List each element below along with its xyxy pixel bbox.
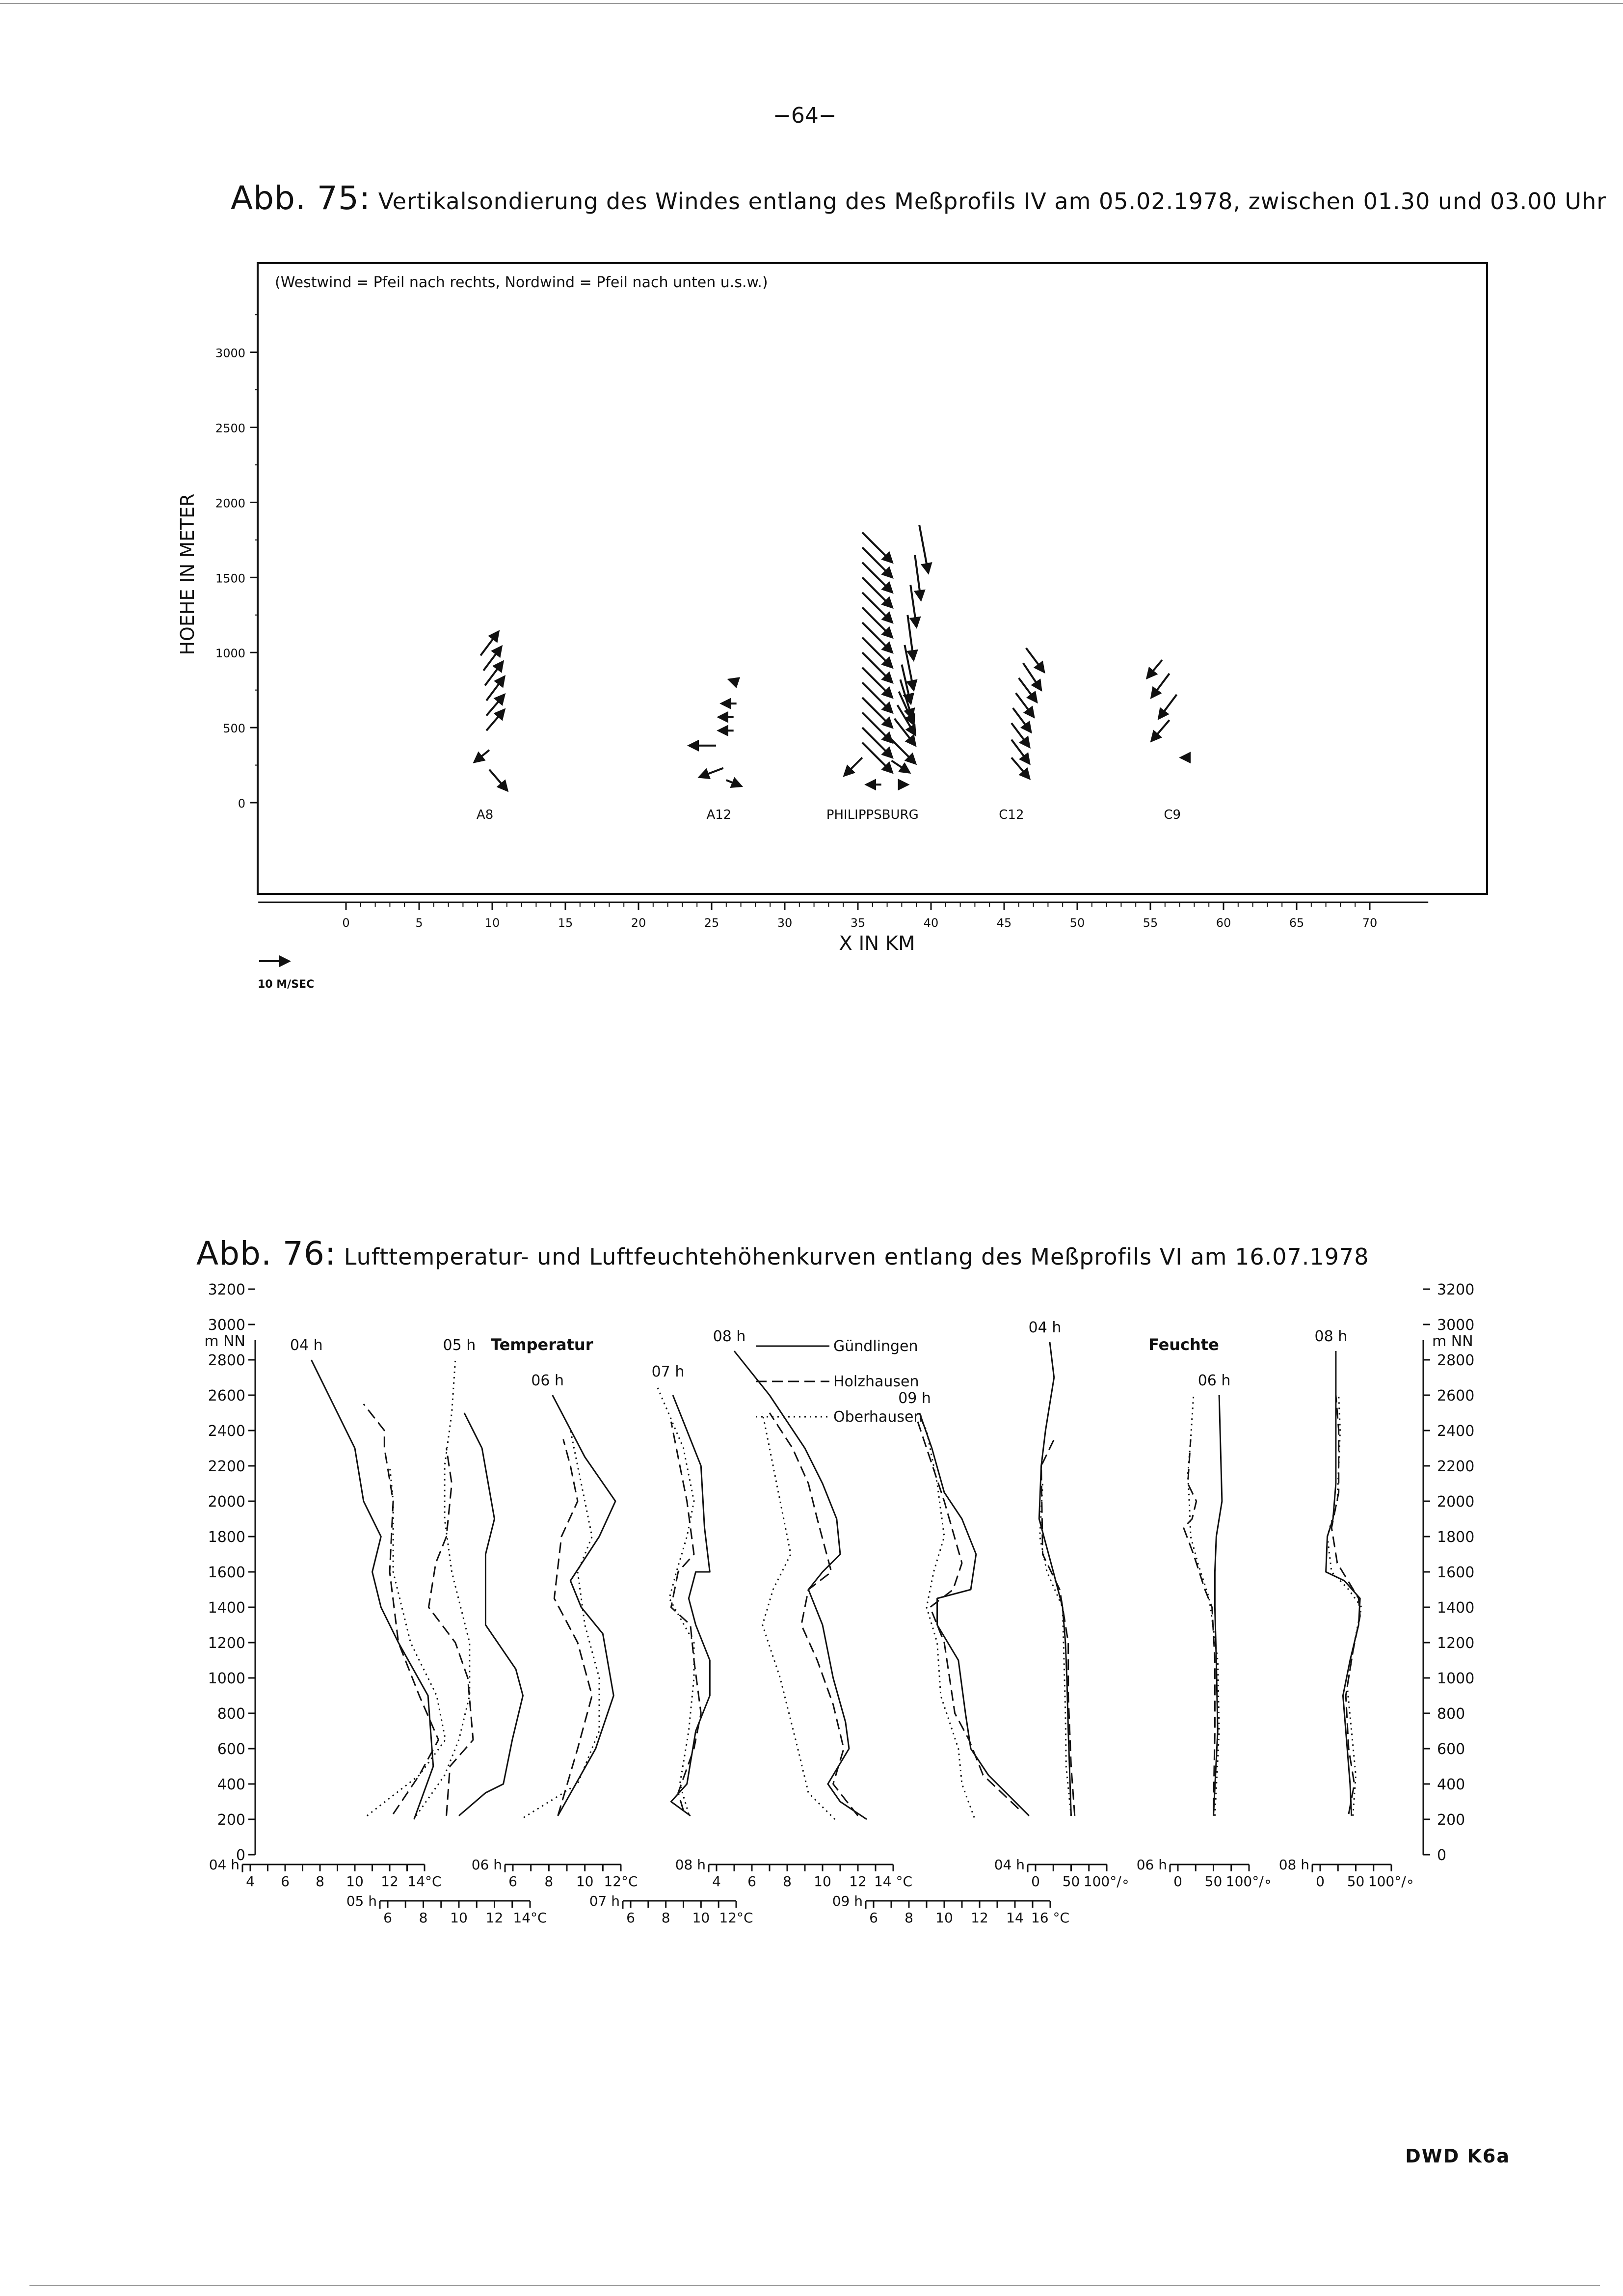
wind-chart (0, 0, 1623, 1031)
temp-curve-holzhausen (671, 1422, 701, 1810)
temp-tick-label: 8 (783, 1873, 792, 1890)
hum-tick-label: 50 (1204, 1873, 1223, 1890)
temp-axis-label: 09 h (832, 1893, 863, 1909)
temp-curve-oberhausen (524, 1431, 599, 1817)
top-edge-rule (0, 3, 1623, 4)
wind-vector-philippsburg (910, 585, 916, 627)
temp-curve-holzhausen (554, 1439, 592, 1816)
wind-vector-philippsburg (862, 533, 892, 563)
wind-x-tick-label: 45 (996, 916, 1012, 930)
temp-tick-label: 6 (508, 1873, 517, 1890)
wind-vector-a12 (726, 780, 742, 786)
legend-label: Oberhausen (833, 1408, 923, 1426)
hum-tick-label: 0 (1173, 1873, 1182, 1890)
station-label-a8: A8 (476, 808, 494, 822)
right-y-tick-label: 2600 (1437, 1387, 1475, 1405)
temp-tick-label: 14 (1006, 1910, 1024, 1926)
left-y-tick-label: 2400 (208, 1423, 245, 1440)
temp-tick-label: 6 (626, 1910, 635, 1926)
wind-x-tick-label: 65 (1289, 916, 1304, 930)
wind-vector-philippsburg (862, 652, 892, 682)
legend-label: Holzhausen (833, 1373, 919, 1390)
page-number: −64− (773, 103, 837, 128)
temp-axis-label: 04 h (209, 1857, 239, 1873)
wind-vector-c12 (1016, 693, 1034, 717)
temp-time-label: 06 h (531, 1372, 564, 1389)
temp-tick-label: 6 (747, 1873, 756, 1890)
temp-axis-label: 06 h (471, 1857, 502, 1873)
wind-x-tick-label: 25 (704, 916, 719, 930)
left-y-tick-label: 2600 (208, 1387, 245, 1405)
temp-tick-label: 12 (485, 1910, 504, 1926)
wind-x-tick-label: 0 (342, 916, 350, 930)
temp-curve-gndlingen (553, 1395, 615, 1816)
temp-curve-oberhausen (763, 1413, 835, 1819)
wind-vector-philippsburg (907, 615, 913, 660)
right-y-tick-label: 3000 (1437, 1317, 1475, 1334)
hum-axis-label: 06 h (1136, 1857, 1167, 1873)
temp-tick-label: 14 °C (874, 1873, 913, 1890)
left-y-tick-label: 0 (236, 1847, 245, 1864)
temp-tick-label: 12°C (604, 1873, 638, 1890)
hum-tick-label: 50 (1062, 1873, 1080, 1890)
hum-curve-gndlingen (1326, 1351, 1360, 1816)
wind-plot-frame (258, 263, 1487, 894)
hum-tick-label: 0 (1316, 1873, 1325, 1890)
wind-x-tick-label: 10 (484, 916, 500, 930)
right-y-tick-label: 1200 (1437, 1635, 1475, 1652)
fig76-caption (196, 1235, 1369, 1272)
left-y-tick-label: 3200 (208, 1281, 245, 1298)
wind-x-tick-label: 15 (558, 916, 573, 930)
temp-tick-label: 4 (712, 1873, 721, 1890)
temp-curve-gndlingen (920, 1413, 1029, 1816)
wind-vector-a12 (729, 679, 738, 682)
hum-tick-label: 100°/∘ (1225, 1873, 1273, 1890)
temp-tick-label: 10 (814, 1873, 831, 1890)
temp-curve-oberhausen (416, 1360, 470, 1816)
temp-axis-label: 05 h (346, 1893, 377, 1909)
profile-x-axes (209, 1857, 1414, 1926)
right-y-tick-label: 2400 (1437, 1423, 1475, 1440)
temp-tick-label: 12 (849, 1873, 867, 1890)
wind-vector-philippsburg (862, 638, 892, 668)
right-y-tick-label: 1400 (1437, 1599, 1475, 1617)
profile-curves (290, 1319, 1361, 1819)
temp-axis-label: 08 h (675, 1857, 706, 1873)
right-y-tick-label: 2000 (1437, 1493, 1475, 1511)
wind-x-tick-label: 40 (923, 916, 939, 930)
left-y-tick-label: 1400 (208, 1599, 245, 1617)
humidity-title: Feuchte (1148, 1335, 1219, 1354)
temp-tick-label: 8 (661, 1910, 670, 1926)
temp-tick-label: 14°C (407, 1873, 442, 1890)
right-y-tick-label: 1000 (1437, 1670, 1475, 1687)
wind-vector-philippsburg (892, 740, 916, 764)
footer-code: DWD K6a (1405, 2145, 1510, 2167)
temp-tick-label: 12°C (719, 1910, 753, 1926)
left-y-tick-label: 1600 (208, 1564, 245, 1581)
temp-tick-label: 10 (935, 1910, 953, 1926)
wind-note: (Westwind = Pfeil nach rechts, Nordwind = Pfeil nach unten u.s.w.) (275, 274, 768, 291)
temp-time-label: 05 h (443, 1337, 476, 1354)
wind-vector-philippsburg (862, 563, 892, 593)
temp-tick-label: 16 °C (1031, 1910, 1070, 1926)
wind-vector-philippsburg (844, 757, 862, 776)
wind-x-tick-label: 70 (1362, 916, 1378, 930)
temp-tick-label: 14°C (513, 1910, 547, 1926)
temp-tick-label: 6 (869, 1910, 878, 1926)
wind-vector-c9 (1159, 695, 1177, 719)
wind-station-labels (477, 808, 1181, 822)
temp-curve-gndlingen (671, 1395, 710, 1816)
scale-label: 10 M/SEC (258, 978, 315, 991)
station-label-a12: A12 (706, 808, 732, 822)
right-y-tick-label: 0 (1437, 1847, 1447, 1864)
wind-vector-philippsburg (862, 713, 892, 743)
wind-y-tick-label: 2500 (215, 421, 245, 435)
wind-vector-philippsburg (915, 555, 921, 600)
wind-vector-a12 (699, 768, 723, 777)
hum-axis-label: 04 h (994, 1857, 1025, 1873)
wind-vectors (475, 525, 1190, 790)
wind-x-axis (258, 902, 1428, 930)
wind-x-tick-label: 30 (777, 916, 793, 930)
wind-y-tick-label: 3000 (215, 346, 245, 360)
hum-tick-label: 100°/∘ (1083, 1873, 1130, 1890)
wind-y-tick-label: 2000 (215, 496, 245, 511)
temp-curve-oberhausen (918, 1413, 974, 1817)
wind-vector-philippsburg (862, 682, 892, 712)
wind-vector-c9 (1151, 720, 1170, 741)
left-y-tick-label: 800 (217, 1705, 245, 1723)
wind-vector-a8 (480, 632, 499, 656)
right-y-tick-label: 400 (1437, 1776, 1465, 1793)
temp-tick-label: 12 (381, 1873, 399, 1890)
hum-tick-label: 100°/∘ (1368, 1873, 1415, 1890)
temp-axis-label: 07 h (589, 1893, 620, 1909)
wind-y-tick-label: 1500 (215, 571, 245, 586)
wind-vector-a8 (489, 770, 507, 791)
wind-vector-philippsburg (892, 760, 910, 772)
wind-scale (258, 961, 314, 991)
fig75-caption-label: Abb. 75: (231, 179, 371, 217)
wind-x-tick-label: 5 (415, 916, 423, 930)
temp-tick-label: 10 (346, 1873, 364, 1890)
legend-label: Gündlingen (833, 1338, 918, 1355)
wind-vector-philippsburg (862, 547, 892, 577)
wind-vector-philippsburg (862, 577, 892, 607)
temp-tick-label: 10 (576, 1873, 594, 1890)
temp-tick-label: 10 (692, 1910, 710, 1926)
hum-tick-label: 0 (1031, 1873, 1040, 1890)
wind-y-axis (215, 315, 258, 810)
temp-tick-label: 8 (905, 1910, 913, 1926)
station-label-philippsburg: PHILIPPSBURG (826, 808, 919, 822)
right-y-tick-label: 2800 (1437, 1352, 1475, 1369)
wind-x-tick-label: 20 (631, 916, 646, 930)
station-label-c9: C9 (1164, 808, 1181, 822)
temp-tick-label: 10 (450, 1910, 468, 1926)
wind-vector-philippsburg (862, 743, 892, 773)
hum-axis-label: 08 h (1278, 1857, 1309, 1873)
wind-y-tick-label: 500 (223, 722, 245, 736)
wind-vector-philippsburg (919, 525, 928, 573)
left-y-tick-label: 200 (217, 1811, 245, 1829)
fig76-caption-text: Lufttemperatur- und Luftfeuchtehöhenkurven entlang des Meßprofils VI am 16.07.1978 (344, 1243, 1369, 1270)
left-y-tick-label: 1200 (208, 1635, 245, 1652)
right-y-tick-label: 600 (1437, 1741, 1465, 1758)
temp-tick-label: 12 (971, 1910, 988, 1926)
wind-vector-philippsburg (862, 622, 892, 652)
temp-time-label: 07 h (651, 1363, 685, 1380)
right-y-tick-label: 1600 (1437, 1564, 1475, 1581)
hum-tick-label: 50 (1347, 1873, 1365, 1890)
wind-x-axis-label: X IN KM (839, 932, 915, 955)
temperature-title: Temperatur (491, 1335, 593, 1354)
right-y-tick-label: 3200 (1437, 1281, 1475, 1298)
wind-vector-c9 (1147, 660, 1162, 678)
temp-curve-holzhausen (918, 1422, 1018, 1809)
right-y-tick-label: 800 (1437, 1705, 1465, 1723)
wind-vector-c12 (1026, 648, 1044, 672)
left-unit-label: m NN (204, 1333, 245, 1350)
bottom-edge-rule (29, 2285, 1600, 2286)
profile-y-axes (204, 1281, 1474, 1864)
left-y-tick-label: 2000 (208, 1493, 245, 1511)
left-y-tick-label: 400 (217, 1776, 245, 1793)
fig76-caption-label: Abb. 76: (196, 1235, 337, 1272)
temp-curve-gndlingen (459, 1413, 523, 1816)
temp-tick-label: 8 (419, 1910, 428, 1926)
left-y-tick-label: 2200 (208, 1458, 245, 1475)
temp-time-label: 08 h (713, 1328, 746, 1345)
right-y-tick-label: 200 (1437, 1811, 1465, 1829)
left-y-tick-label: 3000 (208, 1317, 245, 1334)
wind-y-tick-label: 0 (238, 797, 245, 810)
wind-x-tick-label: 50 (1069, 916, 1085, 930)
station-label-c12: C12 (999, 808, 1024, 822)
temp-tick-label: 6 (281, 1873, 290, 1890)
hum-curve-oberhausen (1328, 1395, 1362, 1816)
right-y-tick-label: 2200 (1437, 1458, 1475, 1475)
temp-curve-gndlingen (311, 1360, 433, 1819)
hum-time-label: 08 h (1314, 1328, 1348, 1345)
temp-tick-label: 8 (316, 1873, 324, 1890)
hum-time-label: 04 h (1028, 1319, 1062, 1336)
wind-vector-philippsburg (862, 728, 892, 757)
fig75-caption-text: Vertikalsondierung des Windes entlang des Meßprofils IV am 05.02.1978, zwischen 01.30 und 03.00 Uhr (378, 188, 1607, 215)
wind-x-tick-label: 55 (1143, 916, 1158, 930)
temp-tick-label: 4 (246, 1873, 255, 1890)
left-y-tick-label: 1800 (208, 1529, 245, 1546)
wind-vector-philippsburg (862, 668, 892, 698)
left-y-tick-label: 2800 (208, 1352, 245, 1369)
wind-vector-a8 (475, 750, 490, 762)
wind-vector-philippsburg (862, 593, 892, 622)
wind-x-tick-label: 60 (1216, 916, 1231, 930)
left-y-tick-label: 1000 (208, 1670, 245, 1687)
temp-time-label: 09 h (898, 1390, 931, 1407)
right-y-tick-label: 1800 (1437, 1529, 1475, 1546)
wind-vector-philippsburg (862, 698, 892, 728)
temp-time-label: 04 h (290, 1337, 323, 1354)
left-y-tick-label: 600 (217, 1741, 245, 1758)
wind-y-axis-label: HOEHE IN METER (177, 493, 198, 655)
temp-curve-holzhausen (364, 1404, 439, 1814)
wind-vector-c9 (1151, 674, 1170, 698)
wind-x-tick-label: 35 (850, 916, 866, 930)
temp-tick-label: 6 (383, 1910, 392, 1926)
wind-y-tick-label: 1000 (215, 647, 245, 661)
temp-tick-label: 8 (544, 1873, 554, 1890)
right-unit-label: m NN (1432, 1333, 1473, 1350)
profile-chart (0, 1281, 1623, 2027)
wind-vector-c12 (1019, 678, 1037, 702)
wind-vector-philippsburg (862, 607, 892, 637)
hum-time-label: 06 h (1197, 1372, 1231, 1389)
